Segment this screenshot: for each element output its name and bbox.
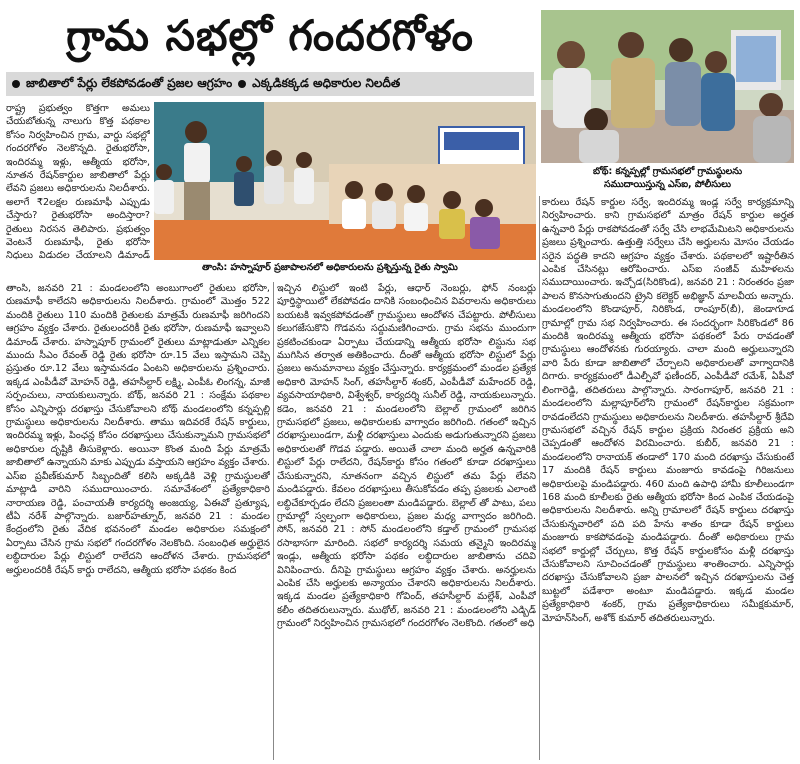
column-divider — [273, 282, 274, 760]
column-1-top — [6, 102, 150, 262]
column-1-top-text: రాష్ట్ర ప్రభుత్వం కొత్తగా అమలు చేయబోతున్న నాలుగు కొత్త పథకాల కోసం నిర్వహించిన గ్రామ, వార్డు సభల్లో గందరగోళం నెలకొన్నది. రైతుభరోసా, ఇందిరమ్మ ఇళ్లు, ఆత్మీయ భరోసా, నూతన రేషన్‌కార్డుల జాబితాలో పేర్లు లేవని ప్రజలు అధికారులను నిలదీశారు. అలాగే ₹2లక్షల రుణమాఫీ ఎప్పుడు చేస్తారు? రైతుభరోసా అందిస్తారా? రైతులు నిరసన తెలిపారు. ప్రభుత్వం వెంటనే రుణమాఫీ, రైతు భరోసా నిధులు విడుదల చేయాలని డిమాండ్ — [6, 103, 150, 262]
column-2-text: ఇచ్చిన లిస్టులో ఇంటి పేర్లు, ఆధార్ నెంబర్లు, ఫోన్ నంబర్లు పూర్తిస్థాయిలో లేకపోవడం దానికి సంబంధించిన వివరాలను అధికారులు బయటకి ఇవ్వకపోవడంతో గ్రామస్థులు ఆందోళన చేపట్టారు. పోలీసులు కలుగజేసుకొని గొడవను సద్దుమణిగించారు. గ్రామ సభను ముందుగా ప్రకటించకుండా ఏర్పాటు చేయడాన్ని ఆత్మీయ భరోసా లిస్టును సభ ముగిసిన తర్వాత అతికించారు. దీంతో ఆత్మీయ భరోసా లిస్టులో పేర్లు ప్రజలు అనుమానాలు వ్యక్తం చేస్తున్నారు. కార్యక్రమంలో మండల ప్రత్యేక అధికారి మోహన్ సింగ్, తహసీల్దార్ శంకర్, ఎంపీడీవో మహేందర్ రెడ్డి, వ్యవసాయాధికారి, విశ్వేశ్వర్, కార్యదర్శి సునీల్ రెడ్డి, నాయకులున్నారు. కడెం, జనవరి 21 : మండలంలోని బెల్లాల్ గ్రామంలో జరిగిన గ్రామసభలో ప్రజలు, అధికారులకు వాగ్వాదం జరిగింది. గతంలో ఇచ్చిన దరఖాస్తులుండగా, మళ్లీ దరఖాస్తులు ఎందుకు అడుగుతున్నారని ప్రజలు అధికారులతో గొడవ పడ్డారు. అయితే చాలా మంది అర్హత ఉన్నవారికి లిస్టులో పేర్లు రాలేదని, రేషన్‌కార్డు కోసం గతంలో కూడా దరఖాస్తులు చేసుకున్నారని, నూతనంగా వచ్చిన లిస్టులో తమ పేర్లు లేవని మండిపడ్డారు. కేవలం దరఖాస్తులు తీసుకోవడం తప్ప ప్రజలకు ఎలాంటి లబ్ధిచేకూర్చడం లేదని ప్రజలంతా మండిపడ్డారు. బెల్లాల్ తో పాటు, పలు గ్రామాల్లో స్వల్పంగా అధికారులు, ప్రజల మధ్య వాగ్వాదం జరిగింది. సోన్, జనవరి 21 : సోన్ మండలంలోని కడ్తాల్ గ్రామంలో గ్రామసభ రసాభాసగా మారింది. సభలో కార్యదర్శి సమయ తన్మైని ఇందిరమ్మ ఇండ్లు, ఆత్మీయ భరోసా పథకం లబ్ధిదారుల జాబితాను చదివి వినిపించారు. దీనిపై గ్రామస్థులు ఆగ్రహం వ్యక్తం చేశారు. అనర్హులను ఎంపిక చేసి అర్హులకు అన్యాయం చేశారని అధికారులను నిలదీశారు. ఇక్కడ మండల ప్రత్యేకాధికారి గోవింద్, తహసీల్దార్ మల్లేశ్, ఎంపీవో కలీం తదితరులున్నారు. ముథోల్, జనవరి 21 : మండలంలోని ఎడ్బిడ్ గ్రామంలో నిర్వహించిన గ్రామసభలో గందరగోళం నెలకొంది. గతంలో అధి — [277, 283, 536, 630]
column-1-bottom — [6, 282, 270, 760]
left-photo — [154, 102, 536, 260]
right-caption-line-1: బోథ్: కన్నప్పల్లో గ్రామసభలో గ్రామస్థులను — [592, 166, 743, 177]
subheadline-1: జాబితాలో పేర్లు లేకపోవడంతో ప్రజల ఆగ్రహం — [26, 75, 233, 90]
column-3-text: కారులు రేషన్ కార్డుల సర్వే, ఇందిరమ్మ ఇండ్ల సర్వే కార్యక్రమాన్ని నిర్వహించారు. కాని గ్రామసభలో మాత్రం రేషన్ కార్డుల అర్హత ఉన్నవారి పేర్లు రాకపోవడంతో సర్వే చేసి లాభమేమిటని అధికారులను ప్రజలు ప్రశ్నించారు. ఉత్తుత్తి సర్వేలు చేసి అర్హులను మోసం చేయడం సరైన పద్ధతి కాదని ఆగ్రహం వ్యక్తం చేశారు. పథకాలలో ఇష్టారీతిన ఎంపిక చేసినట్లు ఆరోపించారు. ఎస్ఐ సంజీవ్ మహిళలను సముదాయించారు. ఇచ్చోడ(సిరికొండ), జనవరి 21 : నిరంతరం ప్రజా పాలన కొనసాగుతుందని ట్రైని కలెక్టర్ అభిజ్ఞాన్ మాలవీయ అన్నారు. మండలంలోని కొండాపూర్, నిరికొండ, రాంపూర్(బీ), జెండాగూడ గ్రామాల్లో గ్రామ సభ నిర్వహించారు. ఈ సందర్భంగా సిరికొండలో 86 మందికి ఇందిరమ్మ ఆత్మీయ భరోసా పథకంలో పేరు రావడంతో గ్రామస్థులు ఆందోళనకు గురయ్యారు. చాలా మంది అర్హులున్నారని వారి పేరు కూడా జాబితాలో చేర్చాలని అధికారులతో వాగ్వాదానికి దిగారు. కార్యక్రమంలో డీఎల్పీవో ఫణీందర్, ఎంపీడీవో రమేశ్, ఏపీవో లింగారెడ్డి, తదితరులు పాల్గొన్నారు. సారంగాపూర్, జనవరి 21 : మండలంలోని మల్లాపూర్‌లోని గ్రామంలో రేషన్‌కార్డుల సక్రమంగా రావడంలేదని గ్రామస్థులు అధికారులను నిలదీశారు. తహసీల్దార్ శ్రీదేవి గ్రామసభలో వచ్చిన రేషన్ కార్డుల ప్రక్రియ నిరంతర ప్రక్రియ అని చెప్పడంతో ఆందోళన విరమించారు. కుబీర్, జనవరి 21 : మండలంలోని రానాయక్ తండాలో 170 మంది దరఖాస్తు చేసుకుంటే 17 మందికి రేషన్ కార్డులు మంజూరు కావడంపై గిరిజనులు అధికారులపై మండిపడ్డారు. 460 మంది ఉపాధి హామీ కూలీలుండగా 168 మంది కూలీలకు రైతు ఆత్మీయ భరోసా కింద ఎంపిక చేయడంపై అధికారులను నిలదీశారు. అన్ని గ్రామాలలో రేషన్ కార్డులు దరఖాస్తు చేసుకున్నవారిలో పది పది హేను శాతం కూడా రేషన్ కార్డులు మంజూరు కాకపోవడంపై మండిపడ్డారు. దీంతో అధికారులు గ్రామ సభలో కార్డుల్లో చేర్చులు, కొత్త రేషన్ కార్డులకోసం మళ్లీ దరఖాస్తు చేసుకోవాలని సూచించడంతో గ్రామస్థులు శాంతించారు. ఎన్నిసార్లు దరఖాస్తు చేసుకోవాలని ప్రజా పాలనలో ఇచ్చిన దరఖాస్తులను చెత్త బుట్టలో పడేశారా అంటూ మండిపడ్డారు. ఇక్కడ మండల ప్రత్యేకాధికారి శంకర్, గ్రామ ప్రత్యేకాధికారులు సమీక్షకుమార్, మోహన్‌సింగ్, అశోక్ కుమార్ తదితరులున్నారు. — [542, 197, 794, 624]
bullet-icon — [12, 80, 20, 88]
subheadline-2: ఎక్కడికక్కడ అధికారుల నిలదీత — [252, 75, 401, 90]
column-divider — [539, 196, 540, 760]
subheadline-bar — [6, 72, 534, 96]
right-photo-caption — [541, 165, 794, 193]
column-3 — [542, 196, 794, 760]
headline: గ్రామ సభల్లో గందరగోళం — [66, 11, 474, 60]
right-caption-line-2: సముదాయిస్తున్న ఎస్ఐ, పోలీసులు — [603, 179, 732, 190]
right-photo — [541, 10, 794, 163]
column-2 — [277, 282, 536, 760]
column-1-bottom-text: తాంసి, జనవరి 21 : మండలంలోని అంబుగాంలో రైతులు భరోసా, రుణమాఫీ కాలేదని అధికారులను నిలదీశారు. గ్రామంలో మొత్తం 522 మందికి రైతులు 110 మందికి రైతులకు మాత్రమే రుణమాఫీ జరిగిందని ఆగ్రహం వ్యక్తం చేశారు. రైతులందరికీ రైతు భరోసా, రుణమాఫీ ఇవ్వాలని డిమాండ్ చేశారు. హస్నాపూర్ గ్రామంలో రైతులు మాట్లాడుతూ ఎన్నికల ముందు సీఎం రేవంత్ రెడ్డి రైతు భరోసా రూ.15 వేలు ఇస్తామని చెప్పి ప్రస్తుతం రూ.12 వేలు ఇస్తామనడం ఏంటని అధికారులను ప్రశ్నించారు. ఇక్కడ ఎంపీడీవో మోహన్ రెడ్డి, తహసీల్దార్ లక్ష్మి, ఎంపీఓ లింగన్న, మాజీ సర్పంచులు, నాయకులున్నారు. బోథ్, జనవరి 21 : సంక్షేమ పథకాల కోసం ఎన్నిసార్లు దరఖాస్తు చేసుకోవాలని బోథ్ మండలంలోని కన్నప్పల్లి గ్రామస్థులు అధికారులను నిలదీశారు. తాము ఇదివరకే రేషన్ కార్డులు, ఇందిరమ్మ ఇళ్లు, పింఛన్ల కోసం దరఖాస్తులు చేసుకున్నామని గ్రామసభలో అధికారుల దృష్టికి తీసుకెళ్లారు. అయినా కొంత మంది పేర్లు మాత్రమే జాబితాలో ఉన్నాయని మాకు ఎప్పుడు వస్తాయని ఆగ్రహం వ్యక్తం చేశారు. ఎస్ఐ ప్రవీణ్‌కుమార్ సిబ్బందితో కలిసి అక్కడికి వెళ్లి గ్రామస్థులతో మాట్లాడి వారిని సముదాయించారు. సమావేశంలో ప్రత్యేకాధికారి నారాయణ రెడ్డి, పంచాయతీ కార్యదర్శి అంజయ్య, ఏఈవో ప్రత్యూష, టీఏ నరేశ్ పాల్గొన్నారు. బజార్‌హత్నూర్, జనవరి 21 : మండల కేంద్రంలోని రైతు వేదిక భవనంలో మండల అధికారుల సమక్షంలో ఏర్పాటు చేసిన గ్రామ సభలో గందరగోళం నెలకొంది. సంబంధిత అర్హులైన లబ్ధిదారుల పేర్లు లిస్టులో రాలేదని ఆందోళన చేశారు. గ్రామసభలో అర్హులందరికీ రేషన్ కార్డు రాలేదని, ఆత్మీయ భరోసా పథకం కింద — [6, 283, 270, 576]
bullet-icon — [238, 80, 246, 88]
left-photo-caption: తాంసి: హస్నాపూర్ ప్రజాపాలనలో అధికారులను ప్రశ్నిస్తున్న రైతు స్వామి — [202, 262, 458, 273]
